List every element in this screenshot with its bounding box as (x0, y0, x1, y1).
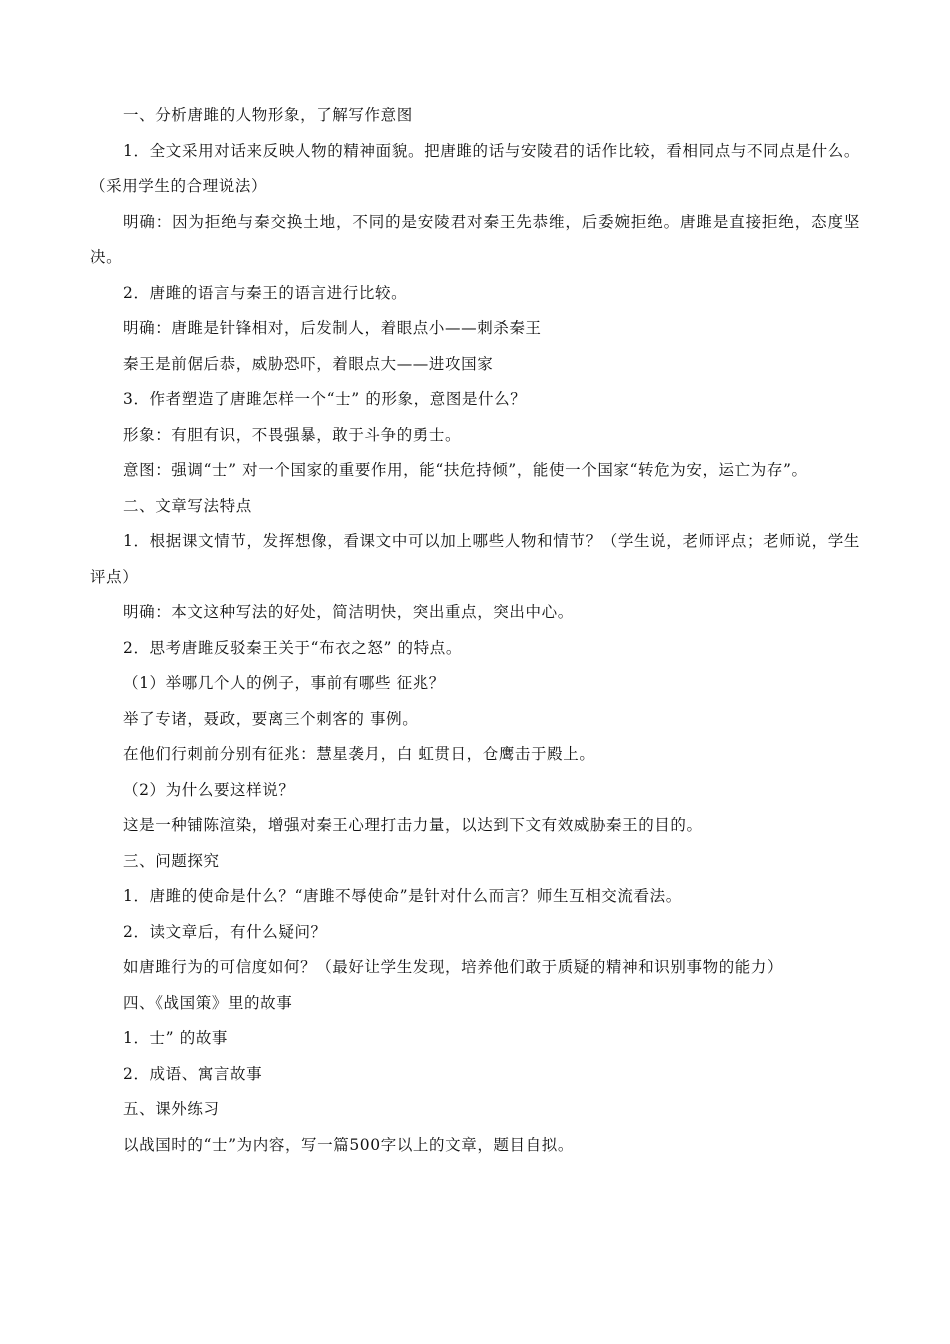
paragraph-12: （1）举哪几个人的例子，事前有哪些 征兆？ (123, 674, 445, 692)
paragraph-19: 如唐雎行为的可信度如何？（最好让学生发现，培养他们敢于质疑的精神和识别事物的能力） (123, 958, 784, 976)
paragraph-15: （2）为什么要这样说？ (123, 780, 295, 799)
paragraph-11: 2．思考唐雎反驳秦王关于“布衣之怒” 的特点。 (123, 638, 462, 657)
section-heading-1: 一、分析唐雎的人物形象，了解写作意图 (123, 106, 413, 124)
paragraph-10: 明确：本文这种写法的好处，简洁明快，突出重点，突出中心。 (123, 603, 574, 621)
paragraph-2: 明确：因为拒绝与秦交换土地，不同的是安陵君对秦王先恭维，后委婉拒绝。唐雎是直接拒绝，态度坚决。 (90, 212, 860, 266)
paragraph-9: 1．根据课文情节，发挥想像，看课文中可以加上哪些人物和情节？（学生说，老师评点；老师说，学生评点） (90, 532, 860, 586)
paragraph-7: 形象：有胆有识，不畏强暴，敢于斗争的勇士。 (123, 425, 462, 444)
paragraph-13: 举了专诸，聂政，要离三个刺客的 事例。 (123, 709, 419, 728)
paragraph-8: 意图：强调“士” 对一个国家的重要作用，能“扶危持倾”，能使一个国家“转危为安，运亡为存”。 (123, 461, 808, 479)
paragraph-6: 3．作者塑造了唐雎怎样一个“士” 的形象，意图是什么？ (123, 390, 527, 408)
paragraph-20: 1．士” 的故事 (123, 1029, 229, 1047)
paragraph-5: 秦王是前倨后恭，威胁恐吓，着眼点大——进攻国家 (123, 354, 494, 373)
paragraph-17: 1．唐雎的使命是什么？“唐雎不辱使命”是针对什么而言？师生互相交流看法。 (123, 887, 682, 905)
document-body (90, 98, 860, 1163)
paragraph-22: 以战国时的“士”为内容，写一篇500字以上的文章，题目自拟。 (123, 1135, 574, 1154)
paragraph-14: 在他们行刺前分别有征兆：慧星袭月，白 虹贯日，仓鹰击于殿上。 (123, 745, 596, 763)
section-heading-3: 三、问题探究 (123, 851, 220, 870)
section-heading-2: 二、文章写法特点 (123, 496, 252, 515)
section-heading-5: 五、课外练习 (123, 1100, 220, 1118)
paragraph-1: 1．全文采用对话来反映人物的精神面貌。把唐雎的话与安陵君的话作比较，看相同点与不同点是什么。（采用学生的合理说法） (90, 141, 860, 195)
paragraph-3: 2．唐雎的语言与秦王的语言进行比较。 (123, 283, 408, 302)
paragraph-4: 明确：唐雎是针锋相对，后发制人，着眼点小——刺杀秦王 (123, 319, 542, 337)
paragraph-18: 2．读文章后，有什么疑问？ (123, 922, 327, 941)
paragraph-16: 这是一种铺陈渲染，增强对秦王心理打击力量，以达到下文有效威胁秦王的目的。 (123, 816, 703, 834)
section-heading-4: 四、《战国策》里的故事 (123, 993, 293, 1012)
paragraph-21: 2．成语、寓言故事 (123, 1064, 263, 1083)
